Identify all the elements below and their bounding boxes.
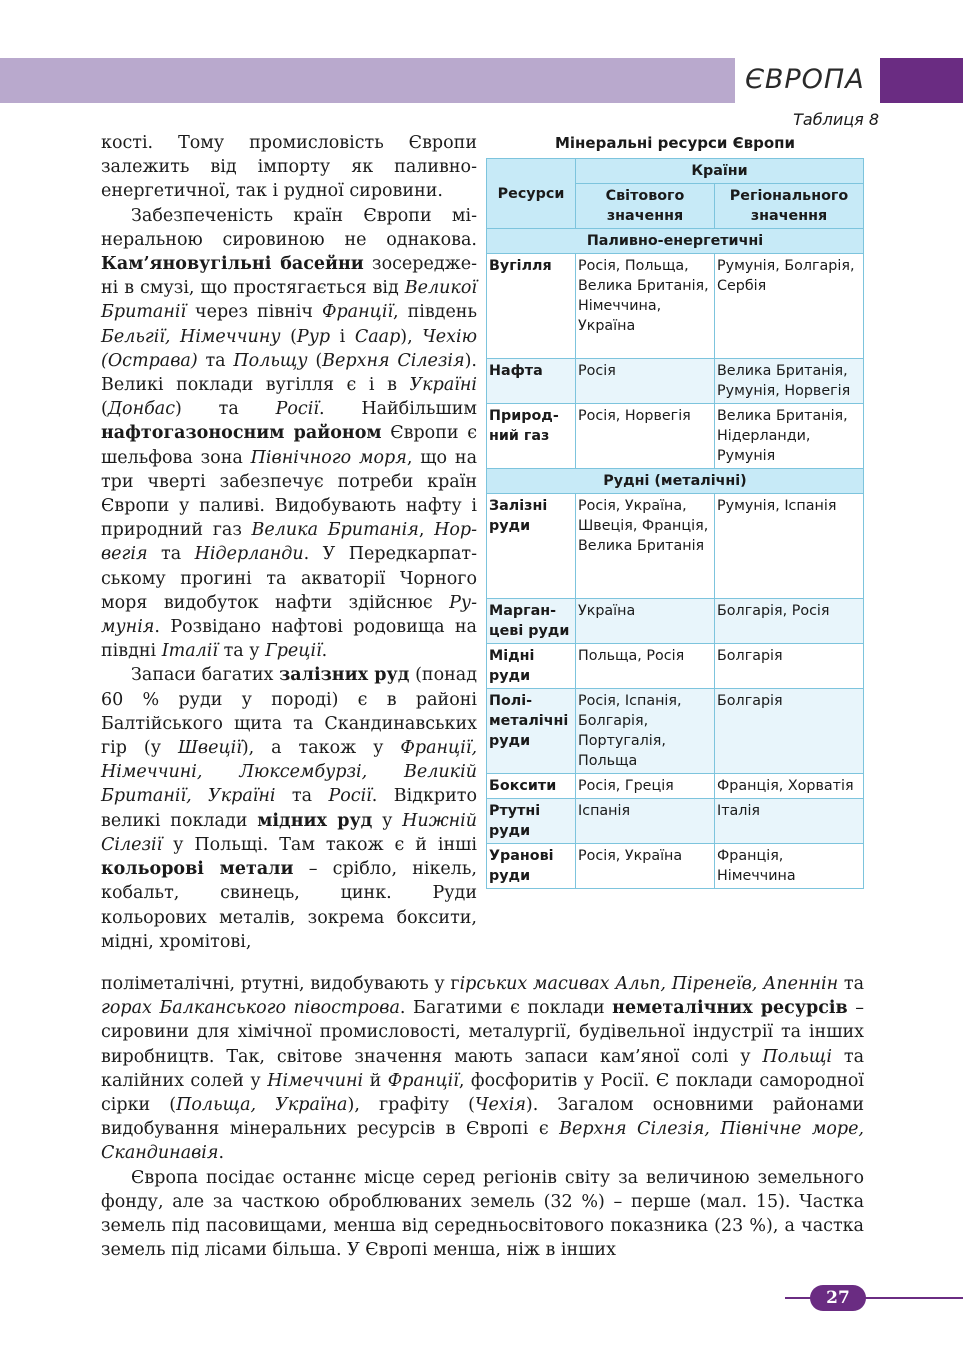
regional-cell: Болгарія xyxy=(715,689,864,774)
table-row xyxy=(487,799,864,844)
left-column-text xyxy=(101,131,477,954)
world-cell: Росія, Україна xyxy=(576,844,715,889)
paragraph: Європа посідає останнє місце серед регіонів світу за величиною земельного фонду, але за часткою оброблюваних земель (32 %) – перше (мал. 15). Частка земель під пасовищами, менша від середньосвітового показника (23 %), а частка земель під лісами більша. У Європі менша, ніж в інших xyxy=(101,1167,864,1261)
resource-cell: Ртутні руди xyxy=(487,799,576,844)
world-cell: Україна xyxy=(576,599,715,644)
world-cell: Росія, Норвегія xyxy=(576,404,715,469)
section-ores: Рудні (металічні) xyxy=(487,469,864,494)
regional-cell: Франція, Хорватія xyxy=(715,774,864,799)
header-countries: Країни xyxy=(576,159,864,184)
world-cell: Іспанія xyxy=(576,799,715,844)
table-row xyxy=(487,599,864,644)
header-band xyxy=(0,58,735,103)
regional-cell: Румунія, Болгарія, Сербія xyxy=(715,254,864,359)
regional-cell: Велика Британія, Нідерланди, Румунія xyxy=(715,404,864,469)
resource-cell: Природний газ xyxy=(487,404,576,469)
paragraph: поліметалічні, ртутні, видобувають у гірських масивах Альп, Піренеїв, Апеннін та горах Балканського півострова. Багатими є поклади неметалічних ресурсів – сировини для хімічної промисловості, металургії, будівельної індустрії та інших виробництв. Так, світове значення мають запаси кам’яної солі у Польщі та калійних солей у Німеччині й Франції, фосфоритів у Росії. Є поклади самородної сірки (Польща, Україна), графіту (Чехія). Загалом основними районами видобування мінеральних ресурсів в Європі є Верхня Сілезія, Північне море, Скандинавія. xyxy=(101,974,865,1164)
chapter-title: ЄВРОПА xyxy=(745,64,865,95)
resource-cell: Залізні руди xyxy=(487,494,576,599)
header-world: Світового значення xyxy=(576,184,715,229)
table-row xyxy=(487,494,864,599)
header-accent-block xyxy=(880,58,963,103)
world-cell: Польща, Росія xyxy=(576,644,715,689)
resource-cell: Нафта xyxy=(487,359,576,404)
table-row xyxy=(487,844,864,889)
table-row xyxy=(487,359,864,404)
world-cell: Росія xyxy=(576,359,715,404)
resource-cell: Вугілля xyxy=(487,254,576,359)
header-resources: Ресурси xyxy=(487,159,576,229)
world-cell: Росія, Польща, Велика Британія, Німеччина, Україна xyxy=(576,254,715,359)
table-row xyxy=(487,689,864,774)
regional-cell: Велика Британія, Румунія, Норвегія xyxy=(715,359,864,404)
regional-cell: Франція, Німеччина xyxy=(715,844,864,889)
paragraph: Забезпеченість країн Європи мінеральною сировиною не однакова. Кам’яновугільні басейни зосереджені в смузі, що простягається від Великої Британії через північ Франції, південь Бельгії, Німеччину (Рур і Саар), Чехію (Острава) та Польщу (Верхня Сілезія). Великі поклади вугілля є і в Україні (Донбас) та Росії. Найбільшим нафтогазоносним районом Європи є шельфова зона Північного моря, що на три чверті забезпечує потреби країн Європи у паливі. Видобувають нафту і природний газ Велика Британія, Норвегія та Нідерланди. У Передкарпатському прогині та акваторії Чорного моря видобуток нафти здійснює Румунія. Розвідано нафтові родовища на півдні Італії та у Греції. xyxy=(101,205,478,662)
regional-cell: Румунія, Іспанія xyxy=(715,494,864,599)
table-title: Мінеральні ресурси Європи xyxy=(554,134,796,152)
world-cell: Росія, Греція xyxy=(576,774,715,799)
table-row xyxy=(487,404,864,469)
page-number: 27 xyxy=(810,1285,866,1311)
table-caption: Таблиця 8 xyxy=(793,110,879,129)
regional-cell: Болгарія xyxy=(715,644,864,689)
table-row xyxy=(487,254,864,359)
full-width-text xyxy=(101,972,864,1262)
table-row xyxy=(487,644,864,689)
regional-cell: Італія xyxy=(715,799,864,844)
world-cell: Росія, Іспанія, Болгарія, Португалія, Польща xyxy=(576,689,715,774)
resource-cell: Боксити xyxy=(487,774,576,799)
resource-cell: Мідні руди xyxy=(487,644,576,689)
section-fuel: Паливно-енергетичні xyxy=(487,229,864,254)
resource-cell: Уранові руди xyxy=(487,844,576,889)
resource-cell: Марганцеві руди xyxy=(487,599,576,644)
world-cell: Росія, Україна, Швеція, Франція, Велика Британія xyxy=(576,494,715,599)
table-row xyxy=(487,774,864,799)
regional-cell: Болгарія, Росія xyxy=(715,599,864,644)
mineral-resources-table xyxy=(486,158,864,889)
paragraph: Запаси багатих залізних руд (понад 60 % руди у породі) є в районі Балтійського щита та Скандинавських гір (у Швеції), а також у Франції, Німеччині, Люксембурзі, Великій Британії, Україні та Росії. Відкрито великі поклади мідних руд у Нижній Сілезії у Польщі. Там також є й інші кольорові метали – срібло, нікель, кобальт, свинець, цинк. Руди кольорових металів, зокрема боксити, мідні, хромітові, xyxy=(101,665,478,952)
resource-cell: Поліметалічні руди xyxy=(487,689,576,774)
header-regional: Регіонального значення xyxy=(715,184,864,229)
paragraph: кості. Тому промисловість Європи залежить від імпорту як паливно-енергетичної, так і рудної сировини. xyxy=(101,133,477,202)
